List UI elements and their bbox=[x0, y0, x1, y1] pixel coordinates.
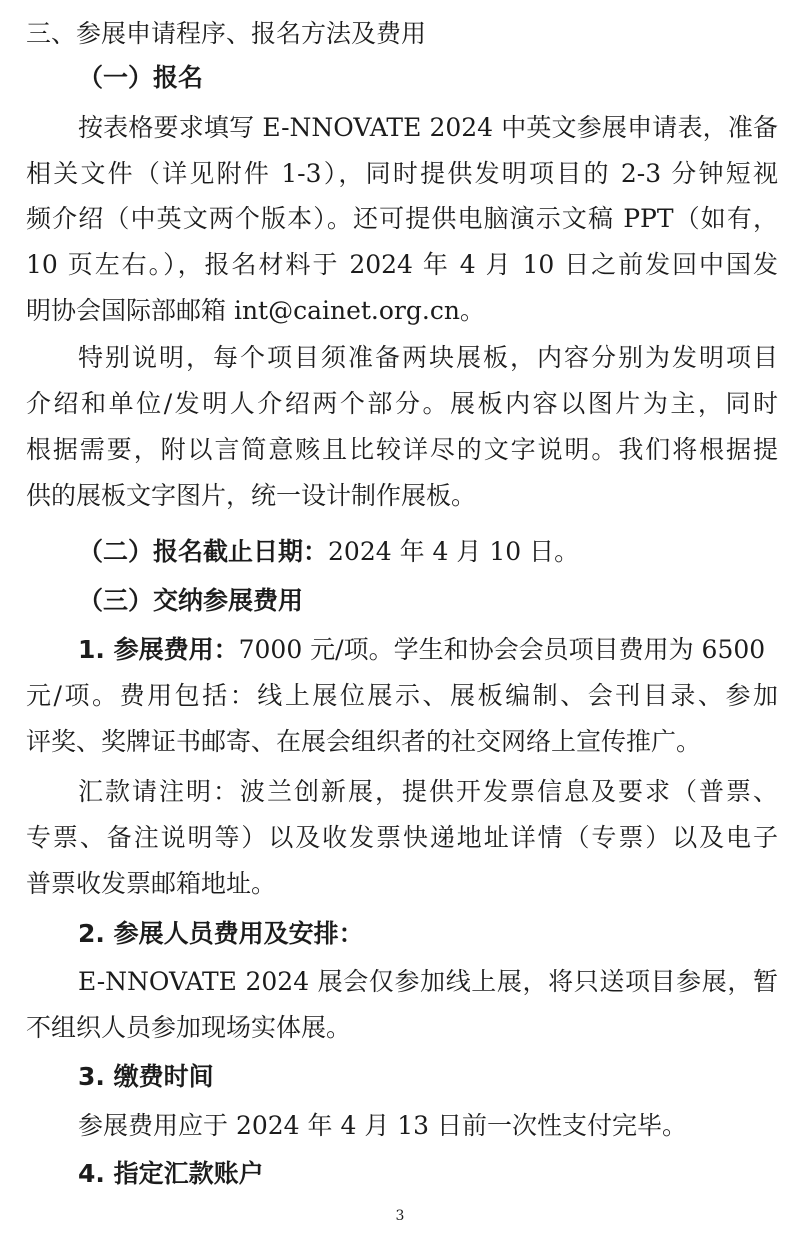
paragraph-line: 介绍和单位/发明人介绍两个部分。展板内容以图片为主，同时 bbox=[26, 389, 778, 418]
paragraph-line: 根据需要，附以言简意赅且比较详尽的文字说明。我们将根据提 bbox=[26, 435, 778, 464]
paragraph-line: 相关文件（详见附件 1-3），同时提供发明项目的 2-3 分钟短视 bbox=[26, 159, 778, 188]
deadline-line bbox=[78, 534, 800, 570]
paragraph-line: 按表格要求填写 E-NNOVATE 2024 中英文参展申请表，准备 bbox=[78, 113, 778, 142]
paragraph-line: 10 页左右。），报名材料于 2024 年 4 月 10 日之前发回中国发 bbox=[26, 250, 778, 279]
paragraph-line: 评奖、奖牌证书邮寄、在展会组织者的社交网络上宣传推广。 bbox=[26, 727, 702, 756]
fee-item-3-label: 3. 缴费时间 bbox=[78, 1062, 214, 1091]
fee-item-1-line bbox=[78, 632, 778, 668]
fee-item-1-label: 1. 参展费用： bbox=[78, 635, 239, 664]
subsection-title-deadline: （二）报名截止日期： bbox=[78, 537, 329, 566]
paragraph-line: 专票、备注说明等）以及收发票快递地址详情（专票）以及电子 bbox=[26, 823, 778, 852]
paragraph-line: 频介绍（中英文两个版本）。还可提供电脑演示文稿 PPT（如有， bbox=[26, 204, 778, 233]
fee-item-1-text: 7000 元/项。学生和协会会员项目费用为 6500 bbox=[238, 635, 766, 664]
paragraph-line: 参展费用应于 2024 年 4 月 13 日前一次性支付完毕。 bbox=[78, 1111, 688, 1140]
paragraph-line: 汇款请注明：波兰创新展，提供开发票信息及要求（普票、 bbox=[78, 777, 778, 806]
section-heading: 三、参展申请程序、报名方法及费用 bbox=[26, 19, 427, 48]
fee-item-4-label: 4. 指定汇款账户 bbox=[78, 1159, 264, 1188]
paragraph-line: E-NNOVATE 2024 展会仅参加线上展，将只送项目参展，暂 bbox=[78, 967, 778, 996]
paragraph-line: 明协会国际部邮箱 int@cainet.org.cn。 bbox=[26, 296, 485, 325]
fee-item-2-label: 2. 参展人员费用及安排： bbox=[78, 919, 364, 948]
subsection-title-registration: （一）报名 bbox=[78, 63, 204, 92]
paragraph-line: 元/项。费用包括：线上展位展示、展板编制、会刊目录、参加 bbox=[26, 681, 778, 710]
paragraph-line: 特别说明，每个项目须准备两块展板，内容分别为发明项目 bbox=[78, 343, 778, 372]
paragraph-line: 不组织人员参加现场实体展。 bbox=[26, 1013, 352, 1042]
paragraph-line: 普票收发票邮箱地址。 bbox=[26, 869, 277, 898]
subsection-title-fees: （三）交纳参展费用 bbox=[78, 586, 304, 615]
paragraph-line: 供的展板文字图片，统一设计制作展板。 bbox=[26, 481, 477, 510]
deadline-value: 2024 年 4 月 10 日。 bbox=[328, 537, 580, 566]
page-number: 3 bbox=[395, 1208, 405, 1224]
